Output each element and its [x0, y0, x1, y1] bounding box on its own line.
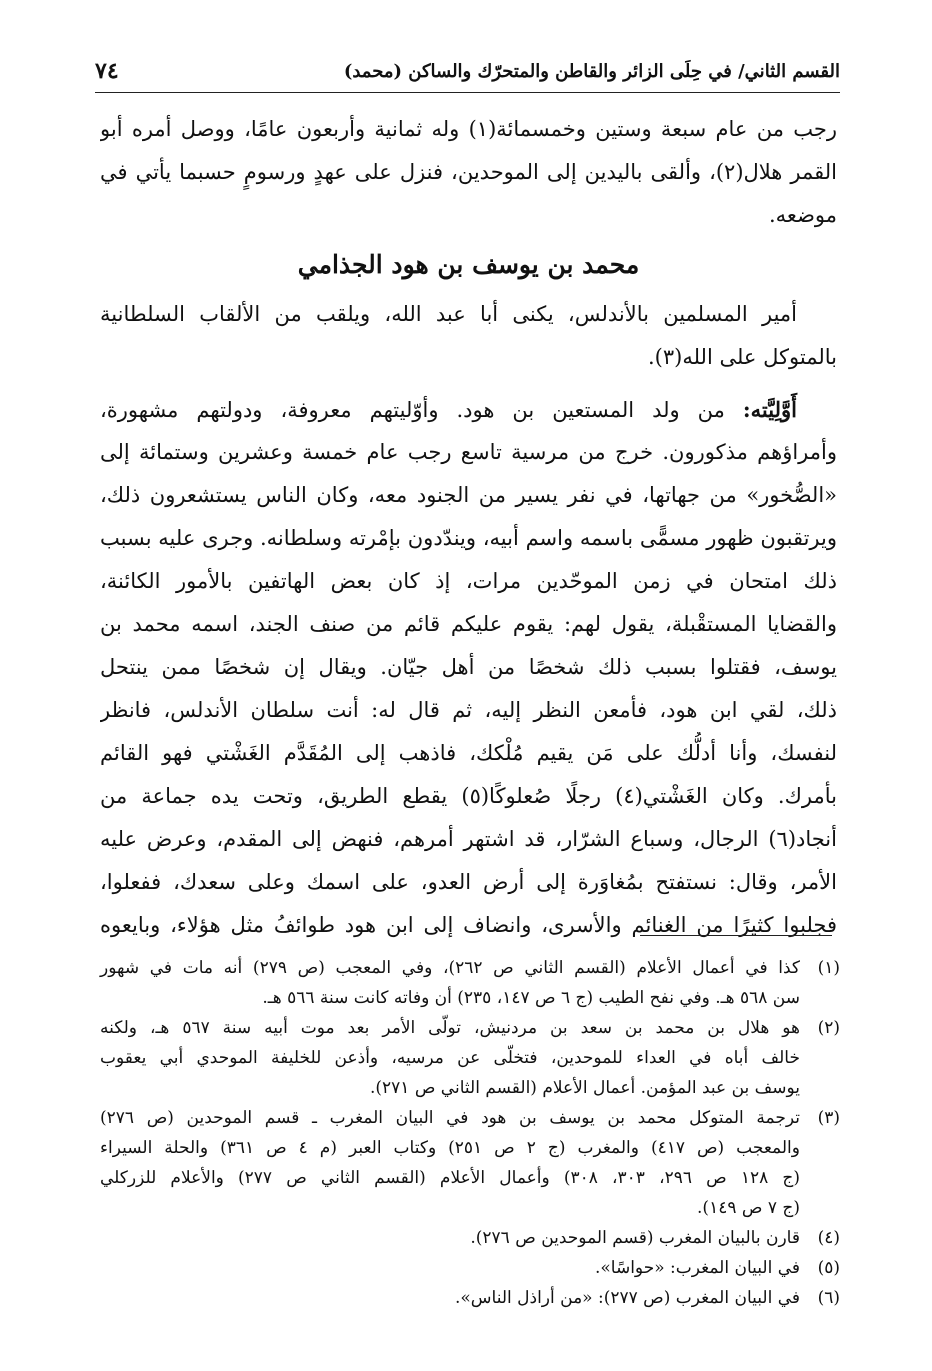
footnote-number: (١)	[817, 958, 840, 978]
text-line: وأمراؤهم مذكورون. خرج من مرسية تاسع رجب عام خمسة وعشرين وستمائة إلى	[100, 440, 837, 464]
text-line: موضعه.	[769, 203, 837, 227]
footnote-line: خالف أباه في العداء للموحدين، فتخلّى عن مرسيه، وأذعن للخليفة الموحدي أبي يعقوب	[100, 1048, 800, 1068]
footnote-separator	[640, 935, 832, 936]
text-line: «الصُّخور» من جهاتها، في نفر يسير من الجنود معه، وكان الناس يستشعرون ذلك،	[100, 483, 837, 507]
footnote-text	[100, 1253, 800, 1283]
header-rule	[95, 92, 840, 93]
running-header	[95, 56, 840, 86]
text-line: بالمتوكل على الله(٣).	[648, 345, 837, 369]
section-heading: محمد بن يوسف بن هود الجذامي	[297, 250, 640, 279]
footnote	[100, 1283, 840, 1313]
footnote	[100, 953, 840, 1013]
footnote	[100, 1103, 840, 1223]
text-line: يوسف، فقتلوا بسبب ذلك شخصًا من أهل جيّان. ويقال إن شخصًا ممن ينتحل	[100, 655, 837, 679]
page-number: ٧٤	[95, 58, 119, 84]
footnote-line: في البيان المغرب (ص ٢٧٧): «من أراذل الناس».	[454, 1288, 800, 1308]
footnote-text	[100, 1103, 800, 1223]
footnote-line: سن ٥٦٨ هـ. وفي نفح الطيب (ج ٦ ص ١٤٧، ٢٣٥) أن وفاته كانت سنة ٥٦٦ هـ.	[262, 988, 800, 1008]
text-line: الأمر، وقال: نستفتح بمُغاوَرة إلى أرض العدو، على اسمك وعلى سعدك، ففعلوا،	[100, 870, 837, 894]
footnote	[100, 1223, 840, 1253]
footnote-number: (٥)	[817, 1258, 840, 1278]
footnote-text	[100, 1013, 800, 1103]
footnote-line: (ج ١٢٨ ص ٢٩٦، ٣٠٣، ٣٠٨) وأعمال الأعلام (القسم الثاني ص ٢٧٧) والأعلام للزركلي	[100, 1168, 800, 1188]
footnote-number: (٢)	[817, 1018, 840, 1038]
text-line: ذلك امتحان في زمن الموحّدين مرات، إذ كان بعض الهاتفين بالأمور الكائنة،	[100, 569, 837, 593]
footnote-line: كذا في أعمال الأعلام (القسم الثاني ص ٢٦٢)، وفي المعجب (ص ٢٧٩) أنه مات في شهور	[100, 958, 800, 978]
footnote-number: (٦)	[817, 1288, 840, 1308]
paragraph-label: أَوَّلِيَّته:	[742, 397, 797, 422]
footnote-line: والمعجب (ص ٤١٧) والمغرب (ج ٢ ص ٢٥١) وكتاب العبر (م ٤ ص ٣٦١) والحلة السيراء	[100, 1138, 800, 1158]
text-line: القمر هلال(٢)، وألقى باليدين إلى الموحدين، فنزل على عهدٍ ورسومٍ حسبما يأتي في	[100, 160, 837, 184]
footnote-line: في البيان المغرب: «حواسًا».	[594, 1258, 800, 1278]
footnote-number: (٣)	[817, 1108, 840, 1128]
text-line: أنجاد(٦) الرجال، وسباع الشرّار، قد اشتهر أمرهم، فنهض إلى المقدم، وعرض عليه	[100, 827, 837, 851]
footnote-line: ترجمة المتوكل محمد بن يوسف بن هود في البيان المغرب ـ قسم الموحدين (ص ٢٧٦)	[100, 1108, 800, 1128]
footnote-line: يوسف بن عبد المؤمن. أعمال الأعلام (القسم الثاني ص ٢٧١).	[369, 1078, 800, 1098]
text-span: من ولد المستعين بن هود. وأوّليتهم معروفة، ودولتهم مشهورة،	[100, 398, 725, 422]
footnote-text	[100, 1223, 800, 1253]
text-line: رجب من عام سبعة وستين وخمسمائة(١) وله ثمانية وأربعون عامًا، ووصل أمره أبو	[100, 117, 837, 141]
footnote-text	[100, 1283, 800, 1313]
main-text	[100, 108, 837, 947]
footnote-line: قارن بالبيان المغرب (قسم الموحدين ص ٢٧٦).	[470, 1228, 800, 1248]
footnote-line: هو هلال بن محمد بن سعد بن مردنيش، تولّى الأمر بعد موت أبيه سنة ٥٦٧ هـ، ولكنه	[100, 1018, 801, 1038]
text-line: فجلبوا كثيرًا من الغنائم والأسرى، وانضاف إلى ابن هود طوائفُ مثل هؤلاء، وبايعوه	[100, 913, 837, 937]
footnote	[100, 1253, 840, 1283]
text-line: ذلك، لقي ابن هود، فأمعن النظر إليه، ثم قال له: أنت سلطان الأندلس، فانظر	[100, 698, 837, 722]
footnotes	[100, 953, 840, 1313]
text-line: بأمرك. وكان الغَشْتي(٤) رجلًا صُعلوكًا(٥) يقطع الطريق، وتحت يده جماعة من	[100, 784, 837, 808]
text-line: أمير المسلمين بالأندلس، يكنى أبا عبد الله، ويلقب من الألقاب السلطانية	[100, 302, 797, 326]
running-title: القسم الثاني/ في حِلَى الزائر والقاطن والمتحرّك والساكن (محمد)	[343, 60, 840, 82]
footnote-number: (٤)	[817, 1228, 840, 1248]
footnote-text	[100, 953, 800, 1013]
text-line	[100, 388, 837, 431]
text-line: والقضايا المستقْبلة، يقول لهم: يقوم عليكم قائم من صنف الجند، اسمه محمد بن	[100, 612, 837, 636]
text-line: لنفسك، وأنا أدلُّك على مَن يقيم مُلْكك، فاذهب إلى المُقَدَّم الغَشْتي فهو القائم	[100, 741, 837, 765]
footnote-line: (ج ٧ ص ١٤٩).	[697, 1198, 800, 1218]
text-line: ويرتقبون ظهور مسمًّى باسمه واسم أبيه، ويندّدون بإمْرته وسلطانه. وجرى عليه بسبب	[100, 526, 837, 550]
footnote	[100, 1013, 840, 1103]
